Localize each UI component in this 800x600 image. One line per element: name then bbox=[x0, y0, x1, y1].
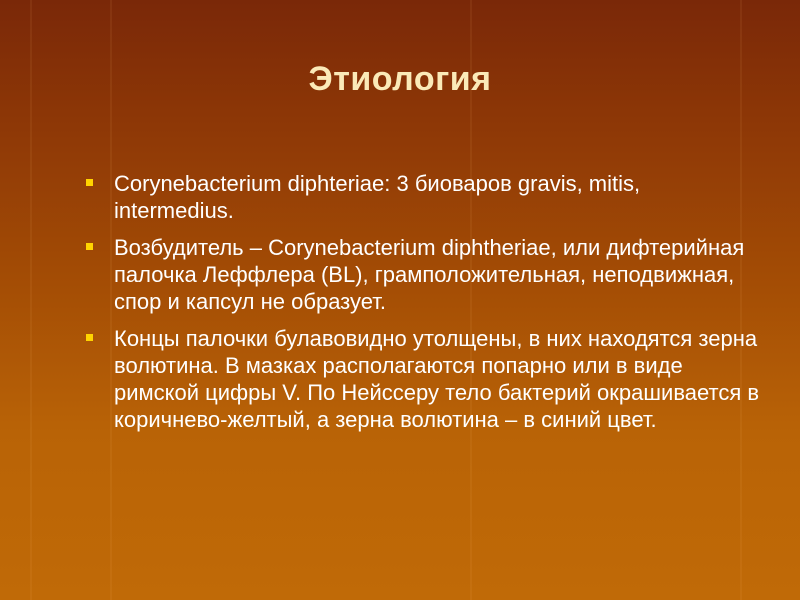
bullet-item bbox=[84, 170, 764, 224]
bullet-list bbox=[84, 170, 764, 443]
square-bullet-icon bbox=[86, 334, 93, 341]
slide-title: Этиология bbox=[308, 60, 492, 98]
bullet-text: Corynebacterium diphteriae: 3 биоваров gravis, mitis, intermedius. bbox=[114, 171, 641, 223]
square-bullet-icon bbox=[86, 243, 93, 250]
bullet-item bbox=[84, 325, 764, 433]
bullet-item bbox=[84, 234, 764, 315]
bullet-text: Концы палочки булавовидно утолщены, в них находятся зерна волютина. В мазках располагаются попарно или в виде римской цифры V. По Нейссеру тело бактерий окрашивается в коричнево-желтый, а зерна волютина – в синий цвет. bbox=[114, 326, 760, 432]
square-bullet-icon bbox=[86, 179, 93, 186]
bullet-text: Возбудитель – Corynebacterium diphtheriae, или дифтерийная палочка Леффлера (BL), грамположительная, неподвижная, спор и капсул не образует. bbox=[114, 235, 745, 314]
